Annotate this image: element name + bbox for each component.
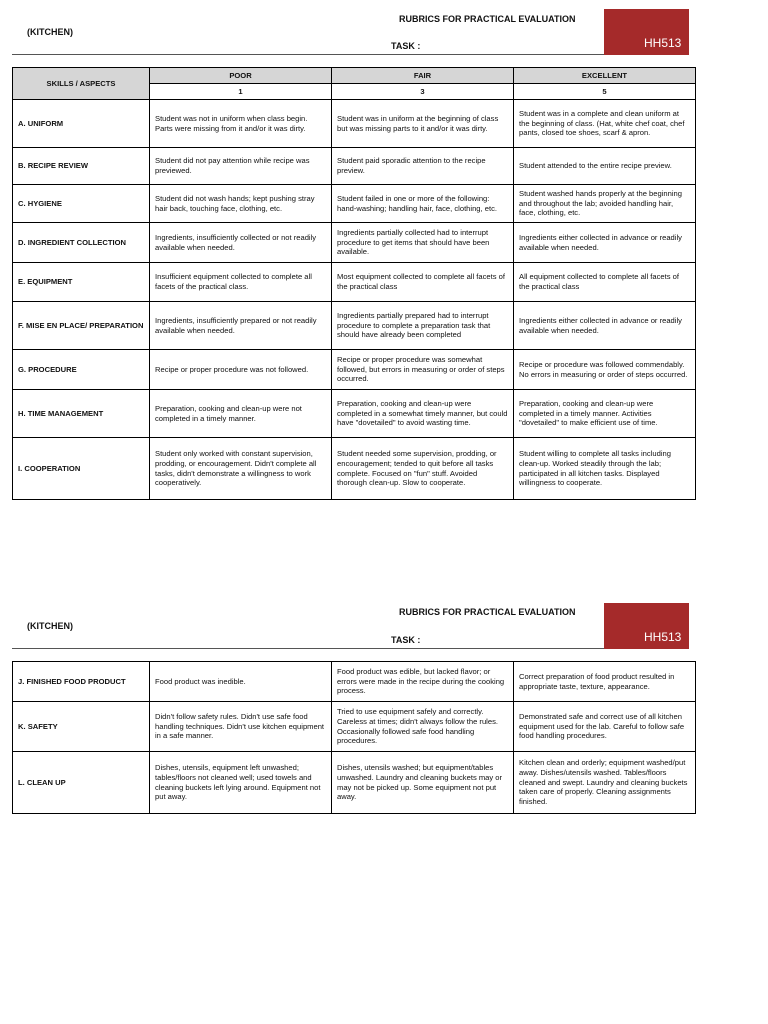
fair-description: Preparation, cooking and clean-up were completed in a somewhat timely manner, but could have "dovetailed" to avoid wasting time. [332, 390, 514, 438]
excellent-description: Student washed hands properly at the beginning and throughout the lab; avoided handling hair, face, clothing, etc. [514, 185, 696, 223]
poor-description: Student only worked with constant supervision, prodding, or encouragement. Didn't complete all tasks, didn't demonstrate a willingness to work cooperatively. [150, 438, 332, 500]
fair-description: Food product was edible, but lacked flavor; or errors were made in the recipe during the cooking process. [332, 662, 514, 702]
header-kitchen-label: (KITCHEN) [27, 27, 73, 37]
skill-label: I. COOPERATION [13, 438, 150, 500]
fair-description: Student needed some supervision, prodding, or encouragement; tended to quit before all tasks complete. Focused on "fun" stuff. Avoided thorough clean-up. Slow to cooperate. [332, 438, 514, 500]
skill-label: D. INGREDIENT COLLECTION [13, 223, 150, 263]
table-row [13, 148, 696, 185]
table-row [13, 752, 696, 814]
table-row [13, 662, 696, 702]
table-row [13, 350, 696, 390]
poor-description: Ingredients, insufficiently collected or not readily available when needed. [150, 223, 332, 263]
table-row [13, 263, 696, 302]
poor-score: 1 [150, 84, 332, 100]
excellent-description: Demonstrated safe and correct use of all kitchen equipment used for the lab. Careful to follow safe food handling procedures. [514, 702, 696, 752]
poor-description: Preparation, cooking and clean-up were not completed in a timely manner. [150, 390, 332, 438]
header-divider [12, 54, 604, 55]
table-row [13, 223, 696, 263]
poor-description: Student was not in uniform when class begin. Parts were missing from it and/or it was dirty. [150, 100, 332, 148]
excellent-description: Kitchen clean and orderly; equipment washed/put away. Dishes/utensils washed. Tables/floors cleaned and swept. Laundry and cleaning buckets taken care of properly. Cleaning assignments finished. [514, 752, 696, 814]
table-row [13, 100, 696, 148]
skill-label: J. FINISHED FOOD PRODUCT [13, 662, 150, 702]
fair-description: Most equipment collected to complete all facets of the practical class [332, 263, 514, 302]
header-kitchen-label: (KITCHEN) [27, 621, 73, 631]
header-title: RUBRICS FOR PRACTICAL EVALUATION [399, 607, 576, 617]
poor-column-header: POOR [150, 68, 332, 84]
course-code-badge: HH513 [604, 9, 689, 55]
excellent-description: Recipe or procedure was followed commendably. No errors in measuring or order of steps occurred. [514, 350, 696, 390]
skill-label: C. HYGIENE [13, 185, 150, 223]
fair-score: 3 [332, 84, 514, 100]
fair-description: Student was in uniform at the beginning of class but was missing parts to it and/or it was dirty. [332, 100, 514, 148]
excellent-description: Student attended to the entire recipe preview. [514, 148, 696, 185]
fair-description: Ingredients partially collected had to interrupt procedure to get items that should have been available. [332, 223, 514, 263]
fair-description: Student paid sporadic attention to the recipe preview. [332, 148, 514, 185]
table-row [13, 185, 696, 223]
table-row [13, 390, 696, 438]
poor-description: Student did not wash hands; kept pushing stray hair back, touching face, clothing, etc. [150, 185, 332, 223]
poor-description: Student did not pay attention while recipe was previewed. [150, 148, 332, 185]
excellent-score: 5 [514, 84, 696, 100]
fair-description: Dishes, utensils washed; but equipment/tables unwashed. Laundry and cleaning buckets may or may not be picked up. Some equipment not put away. [332, 752, 514, 814]
fair-description: Student failed in one or more of the following: hand-washing; handling hair, face, clothing, etc. [332, 185, 514, 223]
course-code-badge: HH513 [604, 603, 689, 649]
excellent-description: Preparation, cooking and clean-up were completed in a timely manner. Activities "dovetailed" to make efficient use of time. [514, 390, 696, 438]
excellent-description: Student willing to complete all tasks including clean-up. Worked steadily through the lab; participated in all kitchen tasks. Displayed willingness to cooperate. [514, 438, 696, 500]
skill-label: G. PROCEDURE [13, 350, 150, 390]
excellent-description: All equipment collected to complete all facets of the practical class [514, 263, 696, 302]
skill-label: B. RECIPE REVIEW [13, 148, 150, 185]
header-task-label: TASK : [391, 635, 421, 645]
fair-description: Ingredients partially prepared had to interrupt procedure to complete a preparation task that should have already been completed [332, 302, 514, 350]
rubric-table-1 [12, 67, 696, 500]
header-task-label: TASK : [391, 41, 421, 51]
skill-label: K. SAFETY [13, 702, 150, 752]
skill-label: F. MISE EN PLACE/ PREPARATION [13, 302, 150, 350]
skills-column-header: SKILLS / ASPECTS [13, 68, 150, 100]
skill-label: A. UNIFORM [13, 100, 150, 148]
fair-column-header: FAIR [332, 68, 514, 84]
excellent-description: Correct preparation of food product resulted in appropriate taste, texture, appearance. [514, 662, 696, 702]
fair-description: Tried to use equipment safely and correctly. Careless at times; didn't always follow the rules. Occasionally followed safe food handling procedures. [332, 702, 514, 752]
table-row [13, 702, 696, 752]
poor-description: Recipe or proper procedure was not followed. [150, 350, 332, 390]
excellent-description: Ingredients either collected in advance or readily available when needed. [514, 223, 696, 263]
excellent-description: Ingredients either collected in advance or readily available when needed. [514, 302, 696, 350]
rubric-table-2 [12, 661, 696, 814]
poor-description: Dishes, utensils, equipment left unwashed; tables/floors not cleaned well; used towels and cleaning buckets left lying around. Equipment not put away. [150, 752, 332, 814]
excellent-description: Student was in a complete and clean uniform at the beginning of class. (Hat, white chef coat, chef pants, closed toe shoes, scarf & apron. [514, 100, 696, 148]
header-divider [12, 648, 604, 649]
poor-description: Didn't follow safety rules. Didn't use safe food handling techniques. Didn't use kitchen equipment in a safe manner. [150, 702, 332, 752]
header-title: RUBRICS FOR PRACTICAL EVALUATION [399, 14, 576, 24]
column-header-row [13, 68, 696, 84]
table-row [13, 438, 696, 500]
fair-description: Recipe or proper procedure was somewhat followed, but errors in measuring or order of steps occurred. [332, 350, 514, 390]
skill-label: L. CLEAN UP [13, 752, 150, 814]
skill-label: E. EQUIPMENT [13, 263, 150, 302]
poor-description: Insufficient equipment collected to complete all facets of the practical class. [150, 263, 332, 302]
skill-label: H. TIME MANAGEMENT [13, 390, 150, 438]
poor-description: Food product was inedible. [150, 662, 332, 702]
table-row [13, 302, 696, 350]
excellent-column-header: EXCELLENT [514, 68, 696, 84]
poor-description: Ingredients, insufficiently prepared or not readily available when needed. [150, 302, 332, 350]
